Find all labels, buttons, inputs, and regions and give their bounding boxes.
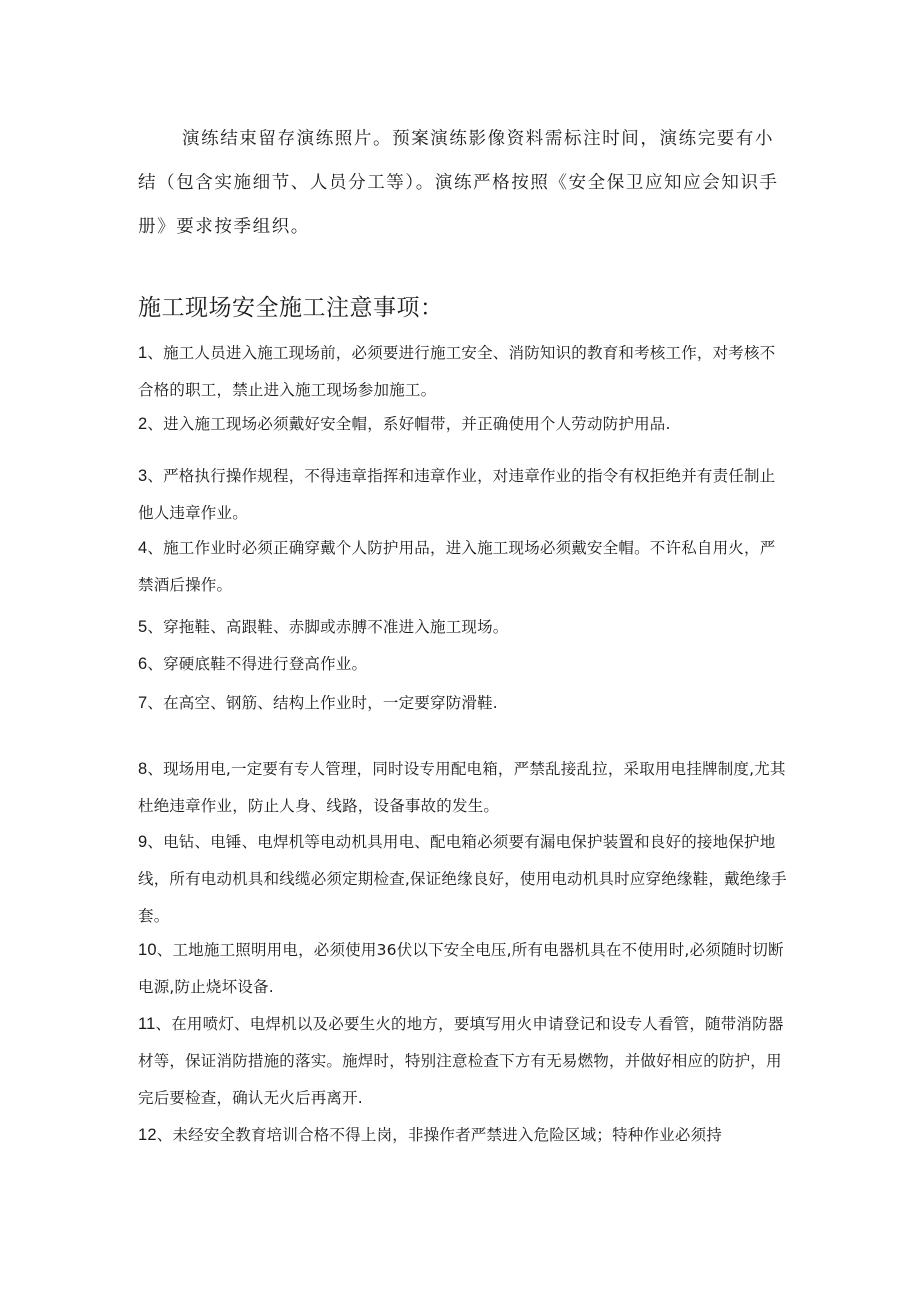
- item-number: 3: [138, 467, 148, 485]
- item-text: 、在用喷灯、电焊机以及必要生火的地方，要填写用火申请登记和设专人看管，随带消防器材等，保证消防措施的落实。施焊时，特别注意检查下方有无易燃物，并做好相应的防护，用完后要检查，确认无火后再离开.: [138, 1015, 784, 1107]
- item-number: 7: [138, 694, 148, 712]
- list-item-9: [138, 824, 788, 935]
- item-text: 、施工人员进入施工现场前，必须要进行施工安全、消防知识的教育和考核工作，对考核不合格的职工，禁止进入施工现场参加施工。: [138, 344, 776, 399]
- list-item-2: [138, 406, 788, 443]
- list-item-7: [138, 685, 788, 722]
- list-item-3: [138, 458, 788, 532]
- item-number: 5: [138, 618, 148, 636]
- item-text: 、施工作业时必须正确穿戴个人防护用品，进入施工现场必须戴安全帽。不许私自用火，严禁酒后操作。: [138, 539, 776, 594]
- item-number: 1: [138, 344, 148, 362]
- list-item-4: [138, 530, 788, 604]
- list-item-12: [138, 1117, 788, 1154]
- item-text: 、在高空、钢筋、结构上作业时，一定要穿防滑鞋.: [147, 694, 498, 712]
- item-text: 、进入施工现场必须戴好安全帽，系好帽带，并正确使用个人劳动防护用品.: [147, 415, 671, 433]
- item-number: 11: [138, 1015, 156, 1033]
- item-number: 10: [138, 941, 157, 959]
- list-item-11: [138, 1006, 788, 1117]
- section-title: 施工现场安全施工注意事项：: [138, 295, 444, 321]
- intro-paragraph: 演练结束留存演练照片。预案演练影像资料需标注时间，演练完要有小结（包含实施细节、人员分工等）。演练严格按照《安全保卫应知应会知识手册》要求按季组织。: [138, 129, 779, 237]
- item-number: 4: [138, 539, 148, 557]
- item-number: 8: [138, 760, 148, 778]
- list-item-5: [138, 609, 788, 646]
- item-text: 、穿拖鞋、高跟鞋、赤脚或赤膊不准进入施工现场。: [147, 618, 509, 636]
- item-text: 、电钻、电锤、电焊机等电动机具用电、配电箱必须要有漏电保护装置和良好的接地保护地线，所有电动机具和线缆必须定期检查,保证绝缘良好，使用电动机具时应穿绝缘鞋，戴绝缘手套。: [138, 833, 787, 925]
- list-item-10: [138, 932, 788, 1006]
- item-number: 2: [138, 415, 148, 433]
- list-item-8: [138, 751, 788, 825]
- item-text: 、严格执行操作规程，不得违章指挥和违章作业，对违章作业的指令有权拒绝并有责任制止他人违章作业。: [138, 467, 776, 522]
- item-number: 6: [138, 655, 148, 673]
- item-number: 12: [138, 1126, 157, 1144]
- item-text: 、现场用电,一定要有专人管理，同时设专用配电箱，严禁乱接乱拉，采取用电挂牌制度,尤其杜绝违章作业，防止人身、线路，设备事故的发生。: [138, 760, 786, 815]
- item-text: 、工地施工照明用电，必须使用36伏以下安全电压,所有电器机具在不使用时,必须随时切断电源,防止烧坏设备.: [138, 941, 784, 996]
- item-number: 9: [138, 833, 148, 851]
- item-text: 、未经安全教育培训合格不得上岗，非操作者严禁进入危险区域；特种作业必须持: [156, 1126, 722, 1144]
- list-item-6: [138, 646, 788, 683]
- item-text: 、穿硬底鞋不得进行登高作业。: [147, 655, 368, 673]
- list-item-1: [138, 335, 788, 409]
